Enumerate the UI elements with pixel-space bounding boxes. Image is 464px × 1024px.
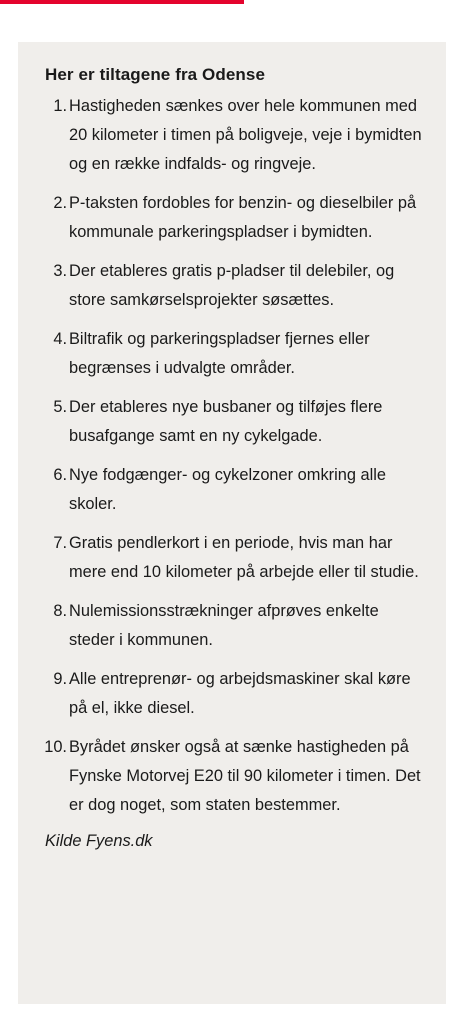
list-item bbox=[45, 597, 424, 655]
item-number: 10. bbox=[44, 738, 67, 756]
fact-box-title: Her er tiltagene fra Odense bbox=[45, 65, 265, 84]
item-text: Nulemissionsstrækninger afprøves enkelte steder i kommunen. bbox=[69, 602, 379, 649]
list-item bbox=[45, 257, 424, 315]
item-number: 8. bbox=[53, 602, 67, 620]
accent-bar bbox=[0, 0, 244, 4]
fact-box bbox=[18, 42, 446, 1004]
list-item bbox=[45, 733, 424, 820]
item-text: Der etableres gratis p-pladser til delebiler, og store samkørselsprojekter søsættes. bbox=[69, 262, 395, 309]
measures-list bbox=[45, 92, 424, 820]
item-number: 5. bbox=[53, 398, 67, 416]
item-text: Alle entreprenør- og arbejdsmaskiner skal køre på el, ikke diesel. bbox=[69, 670, 411, 717]
item-text: Der etableres nye busbaner og tilføjes flere busafgange samt en ny cykelgade. bbox=[69, 398, 383, 445]
item-number: 7. bbox=[53, 534, 67, 552]
item-number: 4. bbox=[53, 330, 67, 348]
list-item bbox=[45, 189, 424, 247]
item-number: 9. bbox=[53, 670, 67, 688]
item-number: 6. bbox=[53, 466, 67, 484]
list-item bbox=[45, 529, 424, 587]
item-text: Biltrafik og parkeringspladser fjernes eller begrænses i udvalgte områder. bbox=[69, 330, 370, 377]
list-item bbox=[45, 325, 424, 383]
list-item bbox=[45, 92, 424, 179]
list-item bbox=[45, 665, 424, 723]
list-item bbox=[45, 461, 424, 519]
item-text: P-taksten fordobles for benzin- og dieselbiler på kommunale parkeringspladser i bymidten. bbox=[69, 194, 417, 241]
list-item bbox=[45, 393, 424, 451]
item-number: 3. bbox=[53, 262, 67, 280]
item-text: Nye fodgænger- og cykelzoner omkring alle skoler. bbox=[69, 466, 387, 513]
item-text: Hastigheden sænkes over hele kommunen med 20 kilometer i timen på boligveje, veje i bymidten og en række indfalds- og ringveje. bbox=[69, 97, 422, 173]
item-number: 2. bbox=[53, 194, 67, 212]
item-number: 1. bbox=[53, 97, 67, 115]
item-text: Gratis pendlerkort i en periode, hvis man har mere end 10 kilometer på arbejde eller til studie. bbox=[69, 534, 419, 581]
item-text: Byrådet ønsker også at sænke hastigheden på Fynske Motorvej E20 til 90 kilometer i timen. Det er dog noget, som staten bestemmer. bbox=[69, 738, 421, 814]
source-credit: Kilde Fyens.dk bbox=[45, 832, 153, 850]
